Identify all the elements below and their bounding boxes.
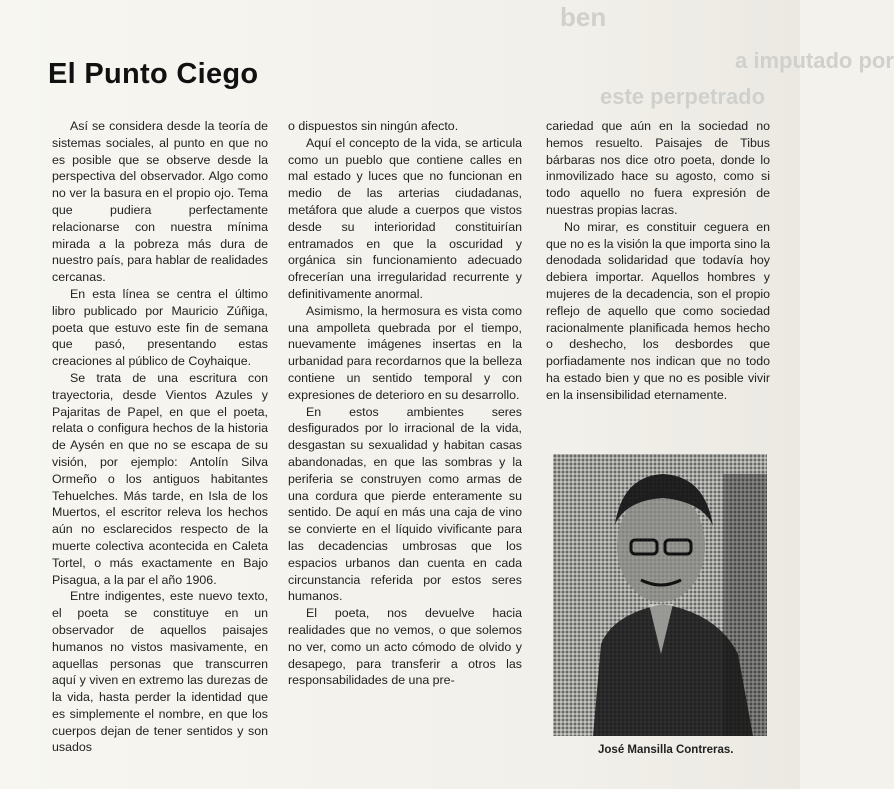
article-column-3 xyxy=(546,118,770,404)
paragraph: Así se considera desde la teoría de sistemas sociales, al punto en que no es posible que se observe desde la perspectiva del observador. Algo como no ver la basura en el propio ojo. Tema que pudiera perfectamente relacionarse con nuestra mínima mirada a la pobreza más dura de nuestro país, para hablar de realidades cercanas. xyxy=(52,119,268,285)
paragraph: En estos ambientes seres desfigurados por lo irracional de la vida, desgastan su sexualidad y habitan casas abandonadas, en que las sombras y la periferia se construyen como armas de una cordura que pierde enteramente su sentido. De aquí en más una caja de vino se convierte en el líquido vivificante para las decadencias umbrosas que los espacios urbanos dan cuenta en cada circunstancia referida por estos seres humanos. xyxy=(288,404,522,604)
paragraph: Entre indigentes, este nuevo texto, el poeta se constituye en un observador de aquellos paisajes humanos no vistos masivamente, en aquellas personas que transcurren aquí y viven en extremo las durezas de la vida, hasta perder la identidad que es simplemente el nombre, en que los cuerpos dejan de tener sentidos y son usados xyxy=(52,589,268,755)
paragraph: Asimismo, la hermosura es vista como una ampolleta quebrada por el tiempo, nuevamente imágenes insertas en la urbanidad para recordarnos que la belleza contiene un sentido temporal y con expresiones de deterioro en su desarrollo. xyxy=(288,303,522,402)
paragraph: cariedad que aún en la sociedad no hemos resuelto. Paisajes de Tibus bárbaras nos dice otro poeta, donde lo inmovilizado hace su agosto, como si todo aquello no fuera expresión de nuestras propias lacras. xyxy=(546,119,770,217)
portrait-silhouette xyxy=(553,454,767,736)
photo-caption: José Mansilla Contreras. xyxy=(598,744,734,756)
paragraph: Aquí el concepto de la vida, se articula como un pueblo que contiene calles en mal estado y luces que no funcionan en medio de las arterias ciudadanas, metáfora que alude a cuerpos que vistos desde su interioridad constituirían entramados en que la oscuridad y orgánica sin funcionamiento adecuado ofrecerían una irregularidad recurrente y definitivamente anormal. xyxy=(288,135,522,301)
paragraph: El poeta, nos devuelve hacia realidades que no vemos, o que solemos no ver, como un acto cómodo de olvido y desapego, para transferir a otros las responsabilidades de una pre- xyxy=(288,606,522,688)
paragraph: En esta línea se centra el último libro publicado por Mauricio Zúñiga, poeta que estuvo este fin de semana que pasó, presentando estas creaciones al público de Coyhaique. xyxy=(52,286,268,369)
paragraph: Se trata de una escritura con trayectoria, desde Vientos Azules y Pajaritas de Papel, en que el poeta, relata o configura hechos de la historia de Aysén en que no se escapa de su visión, por ejemplo: Antolín Silva Ormeño o los antiguos habitantes Tehuelches. Más tarde, en Isla de los Muertos, el escritor releva los hechos aún no esclarecidos respecto de la muerte colectiva acontecida en Caleta Tortel, o más exactamente en Bajo Pisagua, a la par el año 1906. xyxy=(52,370,268,587)
paragraph: o dispuestos sin ningún afecto. xyxy=(288,119,459,133)
paragraph: No mirar, es constituir ceguera en que no es la visión la que importa sino la denodada solidaridad que todavía hoy debiera importar. Aquellos hombres y mujeres de la decadencia, son el propio reflejo de aquello que como sociedad racionalmente planificada hemos hecho o deshecho, los desbordes que porfiadamente nos indican que no todo ha estado bien y que no es posible vivir en la insensibilidad eternamente. xyxy=(546,219,770,402)
article-column-1 xyxy=(52,118,268,756)
article-headline: El Punto Ciego xyxy=(48,58,259,90)
bleed-through-text: ben xyxy=(560,2,607,32)
bleed-through-text: a imputado por xyxy=(735,48,894,73)
bleed-through-text: este perpetrado xyxy=(600,84,766,109)
author-photo xyxy=(553,454,767,736)
article-column-2 xyxy=(288,118,522,689)
